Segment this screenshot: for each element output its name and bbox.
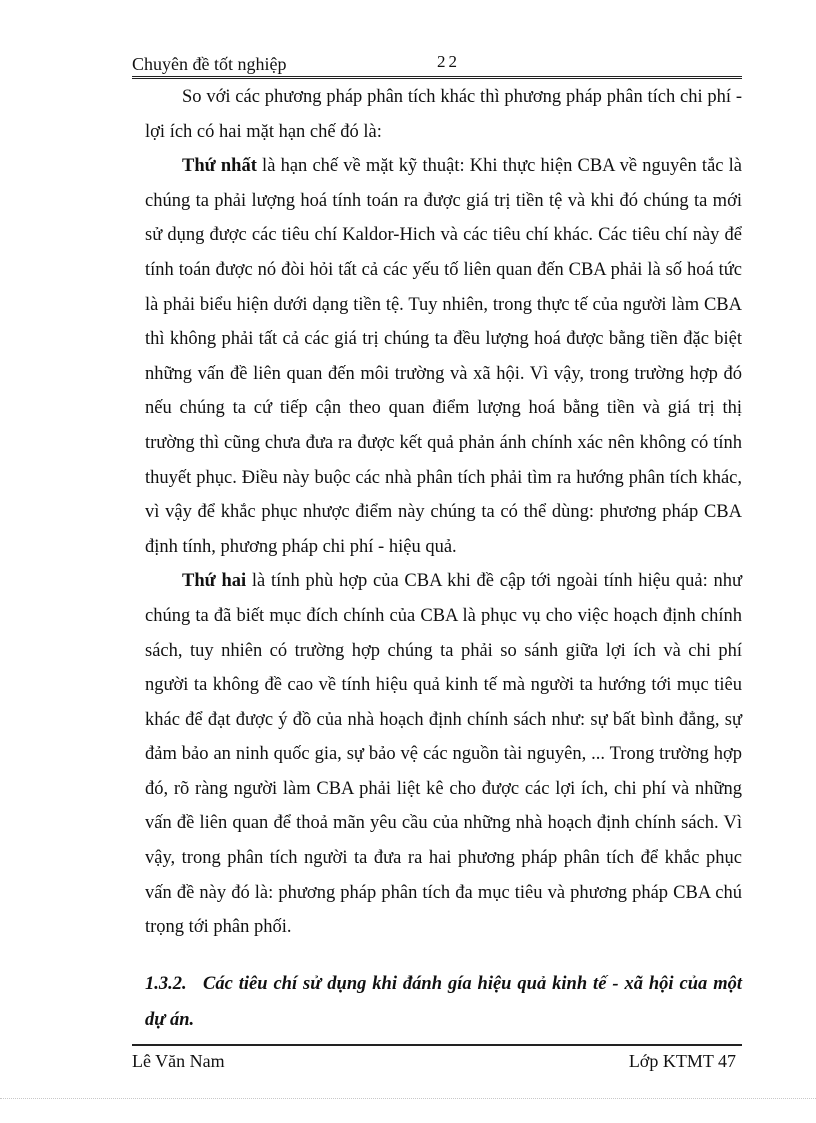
footer-class: Lớp KTMT 47 (628, 1051, 736, 1071)
second-limitation-text: là tính phù hợp của CBA khi đề cập tới ngoài tính hiệu quả: như chúng ta đã biết mục đích chính của CBA là phục vụ cho việc hoạch định chính sách, tuy nhiên có trường hợp chúng ta phải so sánh giữa lợi ích và chi phí người ta không đề cao về tính hiệu quả kinh tế mà người ta hướng tới mục tiêu khác để đạt được ý đồ của nhà hoạch định chính sách như: sự bất bình đẳng, sự đảm bảo an ninh quốc gia, sự bảo vệ các nguồn tài nguyên, ... Trong trường hợp đó, rõ ràng người làm CBA phải liệt kê cho được các lợi ích, chi phí và những vấn đề liên quan để thoả mãn yêu cầu của những nhà hoạch định chính sách. Vì vậy, trong phân tích người ta đưa ra hai phương pháp phân tích để khắc phục vấn đề này đó là: phương pháp phân tích đa mục tiêu và phương pháp CBA chú trọng tới phân phối. (145, 571, 742, 938)
page-header (132, 52, 742, 79)
section-title: Các tiêu chí sử dụng khi đánh gía hiệu quả kinh tế - xã hội của một dự án. (145, 974, 742, 1030)
footer-author: Lê Văn Nam (132, 1051, 225, 1071)
first-limitation-text: là hạn chế về mặt kỹ thuật: Khi thực hiện CBA về nguyên tắc là chúng ta phải lượng hoá tính toán ra được giá trị tiền tệ và khi đó chúng ta mới sử dụng được các tiêu chí Kaldor-Hich và các tiêu chí khác. Các tiêu chí này để tính toán được nó đòi hỏi tất cả các yếu tố liên quan đến CBA phải là số hoá tức là phải biểu hiện dưới dạng tiền tệ. Tuy nhiên, trong thực tế của người làm CBA thì không phải tất cả các giá trị chúng ta đều lượng hoá được bằng tiền đặc biệt những vấn đề liên quan đến môi trường và xã hội. Vì vậy, trong trường hợp đó nếu chúng ta cứ tiếp cận theo quan điểm lượng hoá bằng tiền và giá trị thị trường thì cũng chưa đưa ra được kết quả phản ánh chính xác nên không có tính thuyết phục. Điều này buộc các nhà phân tích phải tìm ra hướng phân tích khác, vì vậy để khắc phục nhược điểm này chúng ta có thể dùng: phương pháp CBA định tính, phương pháp chi phí - hiệu quả. (145, 156, 743, 557)
paragraph-first-limitation (145, 149, 742, 564)
paragraph-second-limitation (145, 564, 742, 945)
page-number: 22 (437, 52, 460, 71)
section-heading (145, 966, 742, 1038)
second-limitation-lead: Thứ hai (182, 571, 247, 592)
body-text (145, 80, 742, 945)
page-footer (132, 1044, 742, 1078)
section-number: 1.3.2. (145, 974, 187, 994)
first-limitation-lead: Thứ nhất (182, 156, 257, 177)
paragraph-intro: So với các phương pháp phân tích khác thì phương pháp phân tích chi phí - lợi ích có hai mặt hạn chế đó là: (145, 87, 742, 142)
header-title: Chuyên đề tốt nghiệp (132, 54, 287, 74)
page-bottom-edge (0, 1098, 816, 1099)
